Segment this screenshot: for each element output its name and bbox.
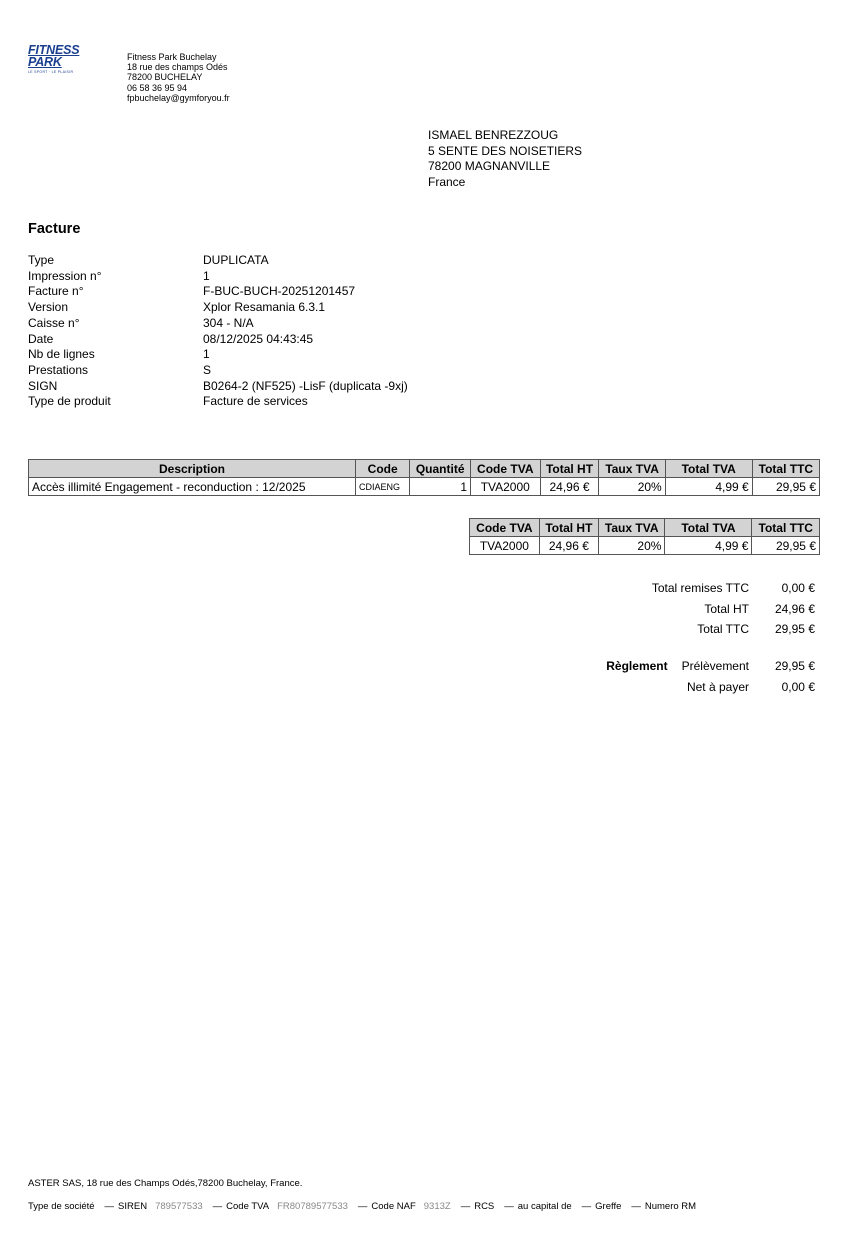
cell-vat-rate: 20% bbox=[599, 478, 665, 496]
greffe-label: Greffe bbox=[595, 1201, 622, 1212]
tva-label: Code TVA bbox=[226, 1201, 270, 1212]
table-header-row bbox=[29, 460, 820, 478]
cell-vat-rate: 20% bbox=[598, 537, 665, 555]
meta-value: 1 bbox=[203, 268, 210, 283]
siren-value: 789577533 bbox=[155, 1201, 203, 1212]
logo-text: FITNESS PARK bbox=[28, 43, 80, 69]
column-header-total-ht: Total HT bbox=[540, 460, 599, 478]
settlement-label: Net à payer bbox=[686, 679, 749, 694]
meta-value: Xplor Resamania 6.3.1 bbox=[203, 300, 326, 315]
column-header-total-vat: Total TVA bbox=[665, 460, 752, 478]
club-street: 18 rue des champs Odés bbox=[127, 62, 228, 73]
settlement-block bbox=[606, 656, 815, 697]
recipient-street: 5 SENTE DES NOISETIERS bbox=[428, 143, 583, 158]
vat-summary-table bbox=[469, 518, 820, 555]
company-logo bbox=[28, 44, 114, 74]
logo-tagline: LE SPORT · LE PLAISIR bbox=[28, 70, 74, 74]
meta-row-date bbox=[28, 332, 408, 348]
separator: — bbox=[212, 1201, 223, 1212]
siren-label: SIREN bbox=[118, 1201, 148, 1212]
meta-row-sign bbox=[28, 379, 408, 395]
total-label: Total HT bbox=[704, 601, 749, 616]
invoice-title: Facture bbox=[28, 221, 81, 237]
meta-label: Impression n° bbox=[28, 268, 102, 283]
meta-row-product-type bbox=[28, 394, 408, 410]
club-email: fpbuchelay@gymforyou.fr bbox=[127, 92, 230, 103]
cell-vat-code: TVA2000 bbox=[470, 537, 540, 555]
cell-total-ht: 24,96 € bbox=[539, 537, 598, 555]
total-label: Total remises TTC bbox=[651, 581, 749, 595]
total-row-discounts bbox=[652, 578, 815, 599]
settlement-row-debit bbox=[606, 656, 815, 677]
column-header-vat-code: Code TVA bbox=[471, 460, 541, 478]
column-header-vat-rate: Taux TVA bbox=[599, 460, 665, 478]
meta-value: S bbox=[203, 362, 212, 377]
rm-label: Numero RM bbox=[644, 1201, 697, 1212]
meta-value: 08/12/2025 04:43:45 bbox=[203, 331, 314, 346]
meta-row-services bbox=[28, 363, 408, 379]
meta-row-impression bbox=[28, 269, 408, 285]
column-header-code: Code bbox=[356, 460, 410, 478]
total-label: Total TTC bbox=[697, 622, 749, 636]
cell-code: CDIAENG bbox=[356, 478, 410, 496]
cell-total-ht: 24,96 € bbox=[540, 478, 599, 496]
table-header-row bbox=[470, 519, 820, 537]
cell-total-vat: 4,99 € bbox=[665, 537, 752, 555]
table-row bbox=[29, 478, 820, 496]
meta-label: Date bbox=[28, 331, 54, 346]
recipient-name: ISMAEL BENREZZOUG bbox=[428, 128, 559, 142]
club-city: 78200 BUCHELAY bbox=[127, 72, 203, 83]
meta-label: Type bbox=[28, 253, 55, 267]
settlement-value: 0,00 € bbox=[781, 679, 815, 694]
meta-row-line-count bbox=[28, 347, 408, 363]
column-header-total-ht: Total HT bbox=[539, 519, 598, 537]
column-header-total-ttc: Total TTC bbox=[752, 519, 820, 537]
meta-label: SIGN bbox=[28, 378, 58, 393]
table-row bbox=[470, 537, 820, 555]
cell-total-ttc: 29,95 € bbox=[752, 478, 819, 496]
naf-value: 9313Z bbox=[423, 1201, 451, 1212]
naf-label: Code NAF bbox=[371, 1201, 416, 1212]
meta-value: DUPLICATA bbox=[203, 253, 269, 267]
meta-row-type bbox=[28, 253, 408, 269]
recipient-city: 78200 MAGNANVILLE bbox=[428, 159, 551, 173]
cell-description: Accès illimité Engagement - reconduction : 12/2025 bbox=[29, 478, 356, 496]
settlement-row-net bbox=[606, 677, 815, 698]
separator: — bbox=[104, 1201, 115, 1212]
meta-value: Facture de services bbox=[203, 394, 308, 409]
total-row-ttc bbox=[652, 619, 815, 640]
cell-total-vat: 4,99 € bbox=[665, 478, 752, 496]
club-address bbox=[127, 52, 230, 103]
cell-vat-code: TVA2000 bbox=[471, 478, 541, 496]
column-header-quantity: Quantité bbox=[410, 460, 471, 478]
meta-value: 304 - N/A bbox=[203, 315, 254, 330]
separator: — bbox=[504, 1201, 514, 1212]
cell-total-ttc: 29,95 € bbox=[752, 537, 820, 555]
meta-row-register bbox=[28, 316, 408, 332]
meta-value: B0264-2 (NF525) -LisF (duplicata -9xj) bbox=[203, 378, 408, 393]
meta-label: Version bbox=[28, 300, 69, 315]
totals-block bbox=[652, 578, 815, 640]
club-name: Fitness Park Buchelay bbox=[127, 52, 217, 62]
invoice-lines-table bbox=[28, 459, 820, 496]
total-value: 0,00 € bbox=[781, 581, 815, 595]
total-value: 24,96 € bbox=[774, 601, 815, 616]
recipient-country: France bbox=[428, 174, 466, 189]
cell-quantity: 1 bbox=[410, 478, 471, 496]
footer-legal bbox=[28, 1201, 696, 1212]
column-header-total-vat: Total TVA bbox=[665, 519, 752, 537]
separator: — bbox=[631, 1201, 641, 1212]
settlement-title: Règlement bbox=[606, 659, 668, 673]
separator: — bbox=[581, 1201, 592, 1212]
recipient-address bbox=[428, 128, 582, 190]
company-type-label: Type de société bbox=[28, 1201, 95, 1212]
meta-row-version bbox=[28, 300, 408, 316]
club-phone: 06 58 36 95 94 bbox=[127, 82, 188, 93]
capital-label: au capital de bbox=[517, 1201, 572, 1212]
rcs-label: RCS bbox=[474, 1201, 495, 1212]
tva-value: FR80789577533 bbox=[277, 1201, 348, 1212]
meta-label: Caisse n° bbox=[28, 315, 80, 330]
column-header-description: Description bbox=[29, 460, 356, 478]
total-value: 29,95 € bbox=[774, 622, 815, 636]
settlement-value: 29,95 € bbox=[774, 659, 815, 673]
footer-address: ASTER SAS, 18 rue des Champs Odés,78200 Buchelay, France. bbox=[28, 1178, 303, 1189]
column-header-total-ttc: Total TTC bbox=[752, 460, 819, 478]
meta-label: Nb de lignes bbox=[28, 347, 95, 362]
separator: — bbox=[460, 1201, 471, 1212]
invoice-meta bbox=[28, 253, 408, 410]
meta-label: Facture n° bbox=[28, 284, 84, 299]
settlement-label: Prélèvement bbox=[681, 659, 749, 673]
column-header-vat-rate: Taux TVA bbox=[598, 519, 665, 537]
meta-value: 1 bbox=[203, 347, 210, 362]
separator: — bbox=[357, 1201, 368, 1212]
meta-row-invoice-number bbox=[28, 284, 408, 300]
meta-value: F-BUC-BUCH-20251201457 bbox=[203, 284, 356, 299]
total-row-ht bbox=[652, 599, 815, 620]
meta-label: Type de produit bbox=[28, 394, 111, 409]
column-header-vat-code: Code TVA bbox=[470, 519, 540, 537]
meta-label: Prestations bbox=[28, 362, 89, 377]
